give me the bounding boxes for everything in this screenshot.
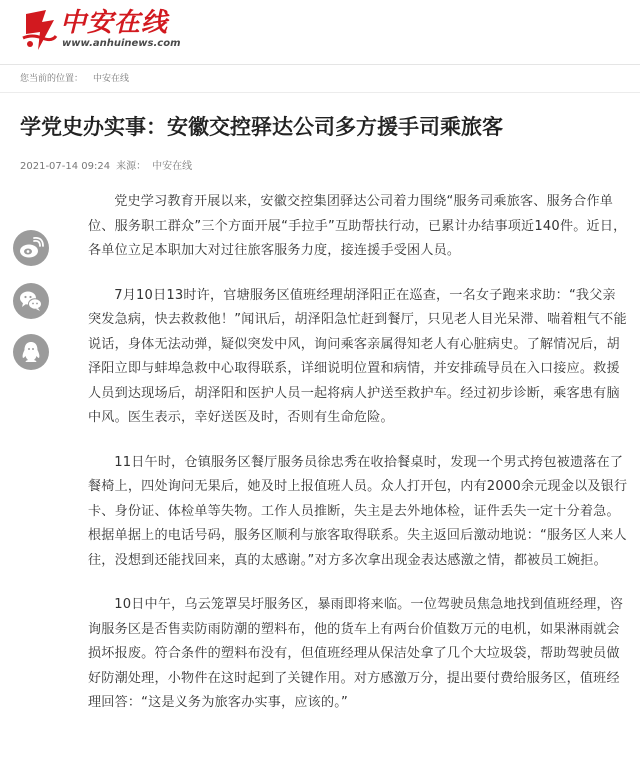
article-source: 中安在线 — [152, 161, 193, 172]
article-paragraph: 7月10日13时许，官塘服务区值班经理胡泽阳正在巡查，一名女子跑来求助：“我父亲突发急病，快去救救他！”闻讯后，胡泽阳急忙赶到餐厅，只见老人目光呆滞、喘着粗气不能说话，身体无法动弹，疑似突发中风，询问乘客亲属得知老人有心脏病史。了解情况后，胡泽阳立即与蚌埠急救中心取得联系，详细说明位置和病情，并安排疏导员在入口接应。救援人员到达现场后，胡泽阳和医护人员一起将病人护送至救护车。经过初步诊断，乘客患有脑中风。医生表示，幸好送医及时，否则有生命危险。 — [88, 287, 627, 425]
article-paragraph: 11日午时，仓镇服务区餐厅服务员徐忠秀在收拾餐桌时，发现一个男式挎包被遗落在了餐椅上，四处询问无果后，她及时上报值班人员。众人打开包，内有2000余元现金以及银行卡、身份证、体检单等失物。工作人员推断，失主是去外地体检，证件丢失一定十分着急。根据单据上的电话号码，服务区顺利与旅客取得联系。失主返回后激动地说：“服务区人来人往，没想到还能找回来，真的太感谢。”对方多次拿出现金表达感激之情，都被员工婉拒。 — [88, 454, 628, 568]
article-paragraph: 10日中午，乌云笼罩吴圩服务区，暴雨即将来临。一位驾驶员焦急地找到值班经理，咨询服务区是否售卖防雨防潮的塑料布，他的货车上有两台价值数万元的电机，如果淋雨就会损坏报废。符合条件的塑料布没有，但值班经理从保洁处拿了几个大垃圾袋，帮助驾驶员做好防潮处理，小物件在这时起到了关键作用。对方感激万分，提出要付费给服务区，值班经理回答：“这是义务为旅客办实事，应该的。” — [88, 597, 624, 710]
breadcrumb-divider — [0, 92, 640, 93]
weibo-icon — [13, 230, 49, 266]
site-url[interactable]: www.anhuinews.com — [62, 38, 181, 49]
share-wechat-button[interactable] — [13, 283, 49, 319]
share-weibo-button[interactable] — [13, 230, 49, 266]
qq-icon — [13, 334, 49, 370]
article-title: 学党史办实事：安徽交控驿达公司多方援手司乘旅客 — [20, 115, 503, 139]
breadcrumb-label: 您当前的位置： — [20, 74, 84, 84]
header-divider — [0, 64, 640, 65]
article-body — [88, 190, 628, 736]
article-paragraph: 党史学习教育开展以来，安徽交控集团驿达公司着力围绕“服务司乘旅客、服务合作单位、服务职工群众”三个方面开展“手拉手”互助帮扶行动，已累计办结事项近140件。近日，各单位立足本职加大对过往旅客服务力度，接连援手受困人员。 — [88, 194, 627, 258]
share-qq-button[interactable] — [13, 334, 49, 370]
article-meta — [20, 160, 192, 174]
site-header — [0, 0, 640, 62]
article-datetime: 2021-07-14 09:24 — [20, 161, 111, 172]
wechat-icon — [13, 283, 49, 319]
site-logo-text[interactable]: 中安在线 — [60, 8, 169, 38]
article-source-label: 来源： — [116, 161, 147, 172]
site-logo-icon[interactable] — [20, 8, 58, 52]
breadcrumb-link-home[interactable]: 中安在线 — [93, 74, 130, 84]
breadcrumb — [20, 71, 129, 87]
